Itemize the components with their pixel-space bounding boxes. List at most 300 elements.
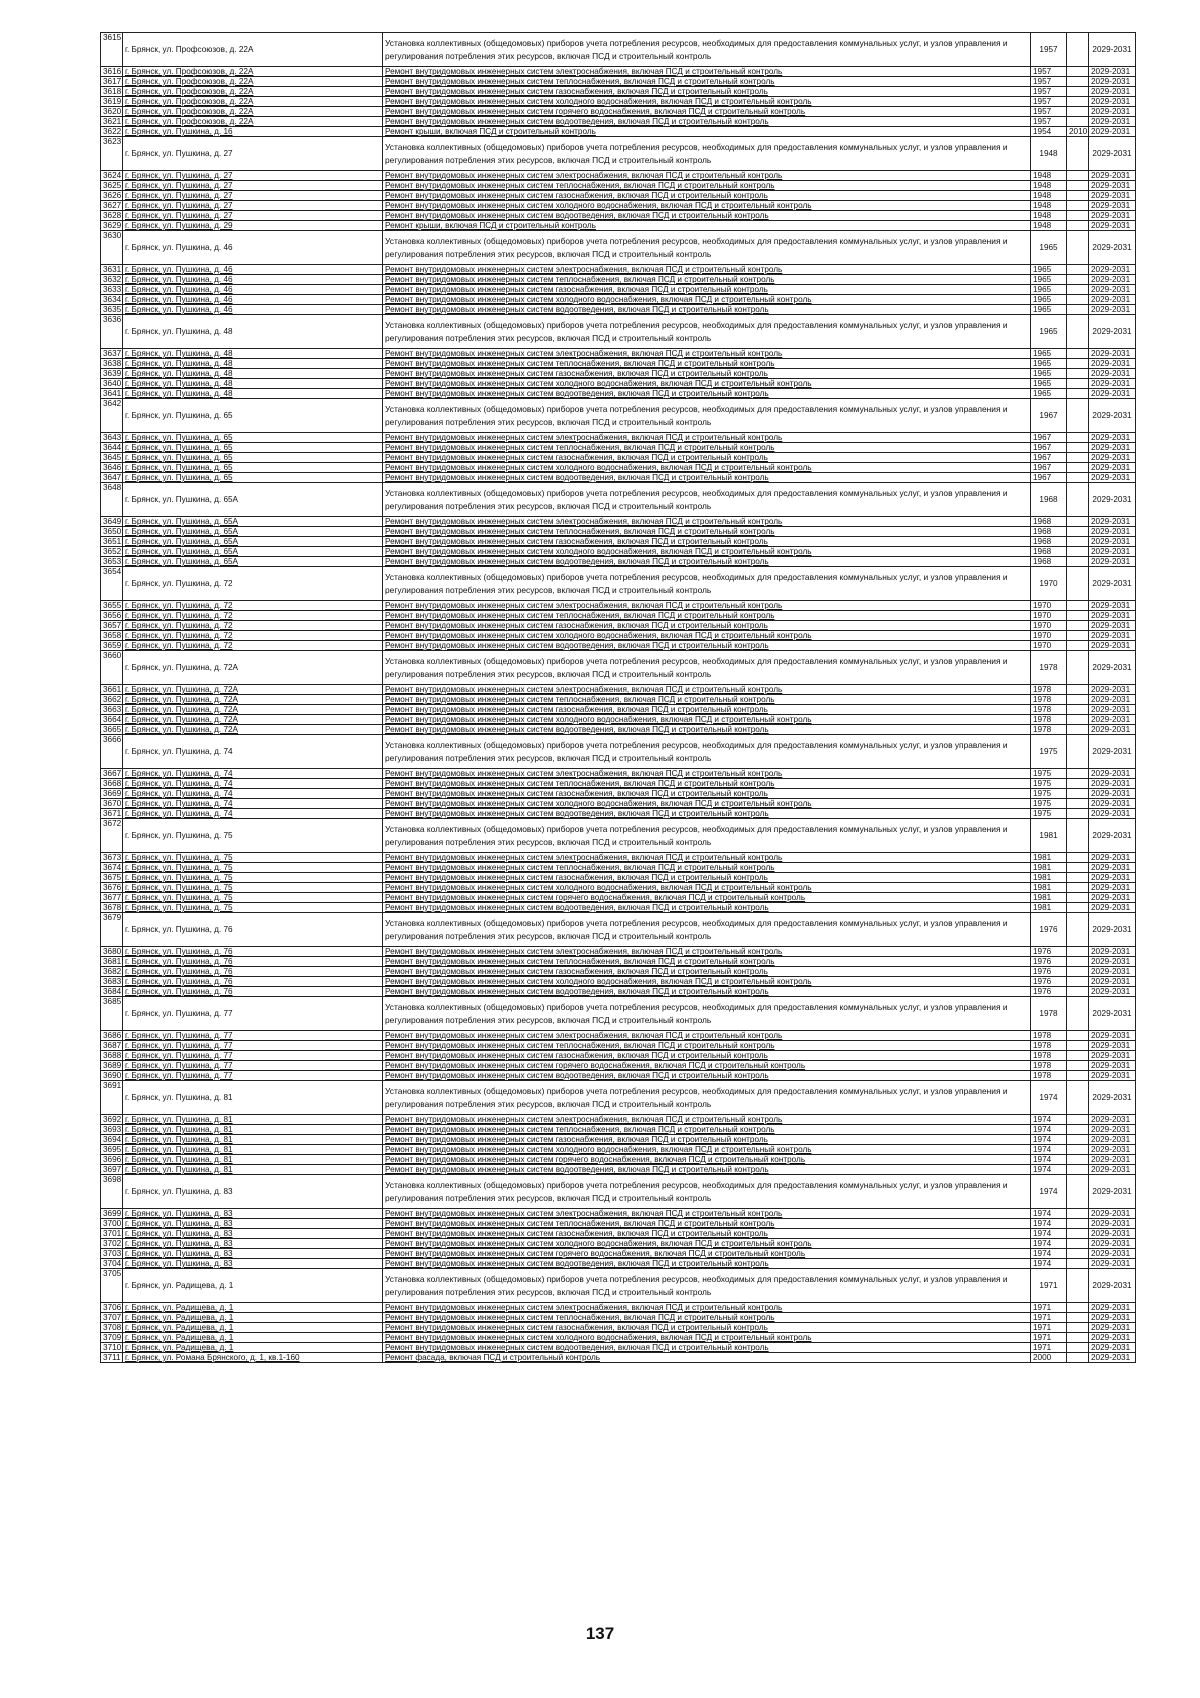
- page-number: 137: [585, 1624, 615, 1643]
- year-built-cell: 1978: [1031, 725, 1067, 735]
- repair-year-cell: [1067, 957, 1089, 967]
- planned-period-cell: 2029-2031: [1089, 369, 1136, 379]
- planned-period-cell: 2029-2031: [1089, 171, 1136, 181]
- work-description-cell: Ремонт внутридомовых инженерных систем водоотведения, включая ПСД и строительный контроль: [383, 305, 1031, 315]
- table-row: [101, 715, 1136, 725]
- repair-year-cell: [1067, 1259, 1089, 1269]
- repair-year-cell: [1067, 275, 1089, 285]
- row-number-cell: 3634: [101, 295, 123, 305]
- address-cell: г. Брянск, ул. Пушкина, д. 83: [123, 1239, 383, 1249]
- year-built-cell: 1978: [1031, 1071, 1067, 1081]
- row-number-cell: 3637: [101, 349, 123, 359]
- planned-period-cell: 2029-2031: [1089, 473, 1136, 483]
- year-built-cell: 1967: [1031, 473, 1067, 483]
- repair-year-cell: 2010: [1067, 127, 1089, 137]
- repair-year-cell: [1067, 181, 1089, 191]
- row-number-cell: 3661: [101, 685, 123, 695]
- year-built-cell: 1974: [1031, 1145, 1067, 1155]
- repair-year-cell: [1067, 221, 1089, 231]
- planned-period-cell: 2029-2031: [1089, 453, 1136, 463]
- planned-period-cell: 2029-2031: [1089, 265, 1136, 275]
- repair-year-cell: [1067, 1343, 1089, 1353]
- repair-year-cell: [1067, 1333, 1089, 1343]
- table-row: [101, 1175, 1136, 1209]
- planned-period-cell: 2029-2031: [1089, 1135, 1136, 1145]
- work-description-cell: Ремонт внутридомовых инженерных систем газоснабжения, включая ПСД и строительный контроль: [383, 1135, 1031, 1145]
- address-cell: г. Брянск, ул. Пушкина, д. 48: [123, 315, 383, 349]
- year-built-cell: 1978: [1031, 695, 1067, 705]
- address-cell: г. Брянск, ул. Пушкина, д. 75: [123, 873, 383, 883]
- table-row: [101, 621, 1136, 631]
- year-built-cell: 1976: [1031, 977, 1067, 987]
- work-description-cell: Установка коллективных (общедомовых) приборов учета потребления ресурсов, необходимых для предоставления коммунальных услуг, и узлов управления и регулирования потребления этих ресурсов, включая ПСД и строительный контроль: [383, 1269, 1031, 1303]
- repair-year-cell: [1067, 443, 1089, 453]
- table-row: [101, 1081, 1136, 1115]
- work-description-cell: Установка коллективных (общедомовых) приборов учета потребления ресурсов, необходимых для предоставления коммунальных услуг, и узлов управления и регулирования потребления этих ресурсов, включая ПСД и строительный контроль: [383, 137, 1031, 171]
- work-description-cell: Ремонт крыши, включая ПСД и строительный контроль: [383, 127, 1031, 137]
- address-cell: г. Брянск, ул. Пушкина, д. 72: [123, 567, 383, 601]
- address-cell: г. Брянск, ул. Пушкина, д. 81: [123, 1145, 383, 1155]
- row-number-cell: 3642: [101, 399, 123, 433]
- address-cell: г. Брянск, ул. Пушкина, д. 75: [123, 893, 383, 903]
- address-cell: г. Брянск, ул. Пушкина, д. 75: [123, 863, 383, 873]
- table-row: [101, 181, 1136, 191]
- year-built-cell: 1976: [1031, 967, 1067, 977]
- row-number-cell: 3618: [101, 87, 123, 97]
- work-description-cell: Ремонт внутридомовых инженерных систем теплоснабжения, включая ПСД и строительный контроль: [383, 1313, 1031, 1323]
- planned-period-cell: 2029-2031: [1089, 611, 1136, 621]
- planned-period-cell: 2029-2031: [1089, 913, 1136, 947]
- work-description-cell: Ремонт внутридомовых инженерных систем водоотведения, включая ПСД и строительный контроль: [383, 725, 1031, 735]
- planned-period-cell: 2029-2031: [1089, 819, 1136, 853]
- address-cell: г. Брянск, ул. Пушкина, д. 65: [123, 463, 383, 473]
- address-cell: г. Брянск, ул. Пушкина, д. 77: [123, 1071, 383, 1081]
- planned-period-cell: 2029-2031: [1089, 883, 1136, 893]
- address-cell: г. Брянск, ул. Пушкина, д. 72: [123, 601, 383, 611]
- row-number-cell: 3653: [101, 557, 123, 567]
- year-built-cell: 1974: [1031, 1165, 1067, 1175]
- row-number-cell: 3615: [101, 33, 123, 67]
- planned-period-cell: 2029-2031: [1089, 1115, 1136, 1125]
- row-number-cell: 3673: [101, 853, 123, 863]
- planned-period-cell: 2029-2031: [1089, 1165, 1136, 1175]
- year-built-cell: 1967: [1031, 433, 1067, 443]
- year-built-cell: 1981: [1031, 883, 1067, 893]
- year-built-cell: 1974: [1031, 1125, 1067, 1135]
- address-cell: г. Брянск, ул. Пушкина, д. 74: [123, 735, 383, 769]
- address-cell: г. Брянск, ул. Пушкина, д. 83: [123, 1209, 383, 1219]
- work-description-cell: Ремонт внутридомовых инженерных систем газоснабжения, включая ПСД и строительный контроль: [383, 967, 1031, 977]
- year-built-cell: 1968: [1031, 557, 1067, 567]
- year-built-cell: 1965: [1031, 295, 1067, 305]
- repair-year-cell: [1067, 201, 1089, 211]
- planned-period-cell: 2029-2031: [1089, 987, 1136, 997]
- table-row: [101, 127, 1136, 137]
- table-row: [101, 651, 1136, 685]
- planned-period-cell: 2029-2031: [1089, 853, 1136, 863]
- work-description-cell: Ремонт внутридомовых инженерных систем электроснабжения, включая ПСД и строительный контроль: [383, 1115, 1031, 1125]
- year-built-cell: 1957: [1031, 77, 1067, 87]
- planned-period-cell: 2029-2031: [1089, 705, 1136, 715]
- table-row: [101, 117, 1136, 127]
- table-row: [101, 641, 1136, 651]
- address-cell: г. Брянск, ул. Романа Брянского, д. 1, кв.1-160: [123, 1353, 383, 1363]
- planned-period-cell: 2029-2031: [1089, 957, 1136, 967]
- row-number-cell: 3648: [101, 483, 123, 517]
- address-cell: г. Брянск, ул. Профсоюзов, д. 22А: [123, 117, 383, 127]
- row-number-cell: 3629: [101, 221, 123, 231]
- address-cell: г. Брянск, ул. Пушкина, д. 65: [123, 443, 383, 453]
- year-built-cell: 1967: [1031, 453, 1067, 463]
- planned-period-cell: 2029-2031: [1089, 127, 1136, 137]
- work-description-cell: Ремонт внутридомовых инженерных систем электроснабжения, включая ПСД и строительный контроль: [383, 601, 1031, 611]
- table-row: [101, 1135, 1136, 1145]
- year-built-cell: 1968: [1031, 527, 1067, 537]
- year-built-cell: 1965: [1031, 231, 1067, 265]
- repair-year-cell: [1067, 789, 1089, 799]
- planned-period-cell: 2029-2031: [1089, 1071, 1136, 1081]
- planned-period-cell: 2029-2031: [1089, 967, 1136, 977]
- planned-period-cell: 2029-2031: [1089, 1051, 1136, 1061]
- work-description-cell: Ремонт внутридомовых инженерных систем газоснабжения, включая ПСД и строительный контроль: [383, 1229, 1031, 1239]
- row-number-cell: 3711: [101, 1353, 123, 1363]
- year-built-cell: 1974: [1031, 1259, 1067, 1269]
- address-cell: г. Брянск, ул. Пушкина, д. 27: [123, 191, 383, 201]
- row-number-cell: 3626: [101, 191, 123, 201]
- row-number-cell: 3686: [101, 1031, 123, 1041]
- year-built-cell: 1965: [1031, 389, 1067, 399]
- year-built-cell: 1957: [1031, 107, 1067, 117]
- row-number-cell: 3652: [101, 547, 123, 557]
- address-cell: г. Брянск, ул. Пушкина, д. 75: [123, 883, 383, 893]
- table-row: [101, 349, 1136, 359]
- repair-year-cell: [1067, 305, 1089, 315]
- year-built-cell: 1974: [1031, 1249, 1067, 1259]
- work-description-cell: Ремонт внутридомовых инженерных систем горячего водоснабжения, включая ПСД и строительный контроль: [383, 107, 1031, 117]
- year-built-cell: 1974: [1031, 1115, 1067, 1125]
- address-cell: г. Брянск, ул. Пушкина, д. 48: [123, 349, 383, 359]
- work-description-cell: Ремонт внутридомовых инженерных систем холодного водоснабжения, включая ПСД и строительный контроль: [383, 883, 1031, 893]
- repair-year-cell: [1067, 399, 1089, 433]
- work-description-cell: Установка коллективных (общедомовых) приборов учета потребления ресурсов, необходимых для предоставления коммунальных услуг, и узлов управления и регулирования потребления этих ресурсов, включая ПСД и строительный контроль: [383, 231, 1031, 265]
- work-description-cell: Ремонт внутридомовых инженерных систем горячего водоснабжения, включая ПСД и строительный контроль: [383, 893, 1031, 903]
- table-row: [101, 1219, 1136, 1229]
- table-row: [101, 893, 1136, 903]
- repair-year-cell: [1067, 537, 1089, 547]
- repair-year-cell: [1067, 1031, 1089, 1041]
- table-row: [101, 137, 1136, 171]
- planned-period-cell: 2029-2031: [1089, 537, 1136, 547]
- year-built-cell: 1948: [1031, 191, 1067, 201]
- table-row: [101, 947, 1136, 957]
- year-built-cell: 1965: [1031, 379, 1067, 389]
- repair-year-cell: [1067, 473, 1089, 483]
- year-built-cell: 1957: [1031, 97, 1067, 107]
- planned-period-cell: 2029-2031: [1089, 1303, 1136, 1313]
- work-description-cell: Ремонт внутридомовых инженерных систем теплоснабжения, включая ПСД и строительный контроль: [383, 359, 1031, 369]
- work-description-cell: Ремонт крыши, включая ПСД и строительный контроль: [383, 221, 1031, 231]
- repair-year-cell: [1067, 567, 1089, 601]
- address-cell: г. Брянск, ул. Радищева, д. 1: [123, 1303, 383, 1313]
- table-row: [101, 231, 1136, 265]
- repair-year-cell: [1067, 769, 1089, 779]
- table-row: [101, 295, 1136, 305]
- work-description-cell: Ремонт внутридомовых инженерных систем холодного водоснабжения, включая ПСД и строительный контроль: [383, 379, 1031, 389]
- repair-year-cell: [1067, 705, 1089, 715]
- work-description-cell: Ремонт внутридомовых инженерных систем теплоснабжения, включая ПСД и строительный контроль: [383, 77, 1031, 87]
- repair-year-cell: [1067, 1249, 1089, 1259]
- table-row: [101, 809, 1136, 819]
- work-description-cell: Ремонт внутридомовых инженерных систем теплоснабжения, включая ПСД и строительный контроль: [383, 863, 1031, 873]
- table-row: [101, 1061, 1136, 1071]
- repair-year-cell: [1067, 611, 1089, 621]
- year-built-cell: 1957: [1031, 87, 1067, 97]
- address-cell: г. Брянск, ул. Пушкина, д. 81: [123, 1135, 383, 1145]
- row-number-cell: 3631: [101, 265, 123, 275]
- address-cell: г. Брянск, ул. Пушкина, д. 29: [123, 221, 383, 231]
- year-built-cell: 1965: [1031, 369, 1067, 379]
- table-row: [101, 453, 1136, 463]
- year-built-cell: 1971: [1031, 1343, 1067, 1353]
- address-cell: г. Брянск, ул. Радищева, д. 1: [123, 1269, 383, 1303]
- row-number-cell: 3709: [101, 1333, 123, 1343]
- address-cell: г. Брянск, ул. Пушкина, д. 65А: [123, 483, 383, 517]
- address-cell: г. Брянск, ул. Пушкина, д. 81: [123, 1165, 383, 1175]
- year-built-cell: 1975: [1031, 799, 1067, 809]
- planned-period-cell: 2029-2031: [1089, 1125, 1136, 1135]
- row-number-cell: 3697: [101, 1165, 123, 1175]
- table-row: [101, 171, 1136, 181]
- year-built-cell: 1965: [1031, 275, 1067, 285]
- table-row: [101, 1115, 1136, 1125]
- year-built-cell: 1971: [1031, 1333, 1067, 1343]
- address-cell: г. Брянск, ул. Пушкина, д. 72: [123, 611, 383, 621]
- work-description-cell: Ремонт внутридомовых инженерных систем водоотведения, включая ПСД и строительный контроль: [383, 557, 1031, 567]
- year-built-cell: 1978: [1031, 651, 1067, 685]
- year-built-cell: 1954: [1031, 127, 1067, 137]
- work-description-cell: Ремонт внутридомовых инженерных систем электроснабжения, включая ПСД и строительный контроль: [383, 265, 1031, 275]
- year-built-cell: 1971: [1031, 1269, 1067, 1303]
- row-number-cell: 3698: [101, 1175, 123, 1209]
- planned-period-cell: 2029-2031: [1089, 1031, 1136, 1041]
- table-row: [101, 211, 1136, 221]
- year-built-cell: 1974: [1031, 1135, 1067, 1145]
- work-description-cell: Ремонт внутридомовых инженерных систем горячего водоснабжения, включая ПСД и строительный контроль: [383, 1155, 1031, 1165]
- year-built-cell: 1970: [1031, 611, 1067, 621]
- planned-period-cell: 2029-2031: [1089, 443, 1136, 453]
- address-cell: г. Брянск, ул. Пушкина, д. 75: [123, 819, 383, 853]
- row-number-cell: 3675: [101, 873, 123, 883]
- year-built-cell: 1974: [1031, 1219, 1067, 1229]
- row-number-cell: 3617: [101, 77, 123, 87]
- address-cell: г. Брянск, ул. Профсоюзов, д. 22А: [123, 107, 383, 117]
- year-built-cell: 1971: [1031, 1323, 1067, 1333]
- row-number-cell: 3651: [101, 537, 123, 547]
- repair-year-cell: [1067, 651, 1089, 685]
- address-cell: г. Брянск, ул. Радищева, д. 1: [123, 1343, 383, 1353]
- address-cell: г. Брянск, ул. Пушкина, д. 83: [123, 1219, 383, 1229]
- address-cell: г. Брянск, ул. Пушкина, д. 77: [123, 997, 383, 1031]
- address-cell: г. Брянск, ул. Пушкина, д. 76: [123, 913, 383, 947]
- row-number-cell: 3703: [101, 1249, 123, 1259]
- work-description-cell: Ремонт внутридомовых инженерных систем водоотведения, включая ПСД и строительный контроль: [383, 211, 1031, 221]
- planned-period-cell: 2029-2031: [1089, 621, 1136, 631]
- repair-year-cell: [1067, 295, 1089, 305]
- planned-period-cell: 2029-2031: [1089, 463, 1136, 473]
- row-number-cell: 3640: [101, 379, 123, 389]
- row-number-cell: 3672: [101, 819, 123, 853]
- address-cell: г. Брянск, ул. Пушкина, д. 77: [123, 1051, 383, 1061]
- planned-period-cell: 2029-2031: [1089, 715, 1136, 725]
- work-description-cell: Ремонт внутридомовых инженерных систем газоснабжения, включая ПСД и строительный контроль: [383, 453, 1031, 463]
- year-built-cell: 1976: [1031, 947, 1067, 957]
- work-description-cell: Ремонт внутридомовых инженерных систем теплоснабжения, включая ПСД и строительный контроль: [383, 695, 1031, 705]
- row-number-cell: 3695: [101, 1145, 123, 1155]
- repair-year-cell: [1067, 1219, 1089, 1229]
- address-cell: г. Брянск, ул. Пушкина, д. 76: [123, 977, 383, 987]
- planned-period-cell: 2029-2031: [1089, 1313, 1136, 1323]
- year-built-cell: 1981: [1031, 863, 1067, 873]
- address-cell: г. Брянск, ул. Пушкина, д. 76: [123, 967, 383, 977]
- row-number-cell: 3619: [101, 97, 123, 107]
- address-cell: г. Брянск, ул. Пушкина, д. 83: [123, 1259, 383, 1269]
- repair-year-cell: [1067, 601, 1089, 611]
- table-row: [101, 853, 1136, 863]
- year-built-cell: 1976: [1031, 913, 1067, 947]
- repair-year-cell: [1067, 557, 1089, 567]
- address-cell: г. Брянск, ул. Пушкина, д. 81: [123, 1115, 383, 1125]
- year-built-cell: 1974: [1031, 1239, 1067, 1249]
- row-number-cell: 3620: [101, 107, 123, 117]
- row-number-cell: 3623: [101, 137, 123, 171]
- address-cell: г. Брянск, ул. Пушкина, д. 83: [123, 1229, 383, 1239]
- repair-year-cell: [1067, 211, 1089, 221]
- planned-period-cell: 2029-2031: [1089, 67, 1136, 77]
- row-number-cell: 3691: [101, 1081, 123, 1115]
- work-description-cell: Ремонт внутридомовых инженерных систем газоснабжения, включая ПСД и строительный контроль: [383, 285, 1031, 295]
- planned-period-cell: 2029-2031: [1089, 651, 1136, 685]
- year-built-cell: 1957: [1031, 67, 1067, 77]
- table-row: [101, 725, 1136, 735]
- table-row: [101, 1145, 1136, 1155]
- planned-period-cell: 2029-2031: [1089, 903, 1136, 913]
- repair-year-cell: [1067, 171, 1089, 181]
- year-built-cell: 1970: [1031, 621, 1067, 631]
- table-row: [101, 483, 1136, 517]
- table-row: [101, 1333, 1136, 1343]
- planned-period-cell: 2029-2031: [1089, 809, 1136, 819]
- row-number-cell: 3679: [101, 913, 123, 947]
- year-built-cell: 1981: [1031, 903, 1067, 913]
- repair-year-cell: [1067, 137, 1089, 171]
- address-cell: г. Брянск, ул. Пушкина, д. 72А: [123, 651, 383, 685]
- work-description-cell: Ремонт внутридомовых инженерных систем холодного водоснабжения, включая ПСД и строительный контроль: [383, 977, 1031, 987]
- row-number-cell: 3689: [101, 1061, 123, 1071]
- table-row: [101, 537, 1136, 547]
- repair-year-cell: [1067, 873, 1089, 883]
- year-built-cell: 1975: [1031, 789, 1067, 799]
- year-built-cell: 1975: [1031, 779, 1067, 789]
- address-cell: г. Брянск, ул. Пушкина, д. 65А: [123, 517, 383, 527]
- work-description-cell: Ремонт внутридомовых инженерных систем теплоснабжения, включая ПСД и строительный контроль: [383, 275, 1031, 285]
- year-built-cell: 1968: [1031, 483, 1067, 517]
- planned-period-cell: 2029-2031: [1089, 601, 1136, 611]
- work-description-cell: Ремонт внутридомовых инженерных систем теплоснабжения, включая ПСД и строительный контроль: [383, 443, 1031, 453]
- work-description-cell: Ремонт внутридомовых инженерных систем газоснабжения, включая ПСД и строительный контроль: [383, 1323, 1031, 1333]
- row-number-cell: 3693: [101, 1125, 123, 1135]
- work-description-cell: Ремонт внутридомовых инженерных систем электроснабжения, включая ПСД и строительный контроль: [383, 1031, 1031, 1041]
- table-row: [101, 399, 1136, 433]
- address-cell: г. Брянск, ул. Пушкина, д. 75: [123, 903, 383, 913]
- address-cell: г. Брянск, ул. Пушкина, д. 27: [123, 137, 383, 171]
- table-row: [101, 1269, 1136, 1303]
- repair-year-cell: [1067, 1155, 1089, 1165]
- row-number-cell: 3707: [101, 1313, 123, 1323]
- row-number-cell: 3685: [101, 997, 123, 1031]
- planned-period-cell: 2029-2031: [1089, 1333, 1136, 1343]
- year-built-cell: 1978: [1031, 705, 1067, 715]
- address-cell: г. Брянск, ул. Профсоюзов, д. 22А: [123, 97, 383, 107]
- planned-period-cell: 2029-2031: [1089, 33, 1136, 67]
- table-row: [101, 77, 1136, 87]
- planned-period-cell: 2029-2031: [1089, 1249, 1136, 1259]
- address-cell: г. Брянск, ул. Пушкина, д. 74: [123, 799, 383, 809]
- row-number-cell: 3657: [101, 621, 123, 631]
- work-description-cell: Ремонт внутридомовых инженерных систем водоотведения, включая ПСД и строительный контроль: [383, 1343, 1031, 1353]
- year-built-cell: 1965: [1031, 315, 1067, 349]
- year-built-cell: 1975: [1031, 809, 1067, 819]
- repair-year-cell: [1067, 77, 1089, 87]
- address-cell: г. Брянск, ул. Пушкина, д. 65А: [123, 527, 383, 537]
- row-number-cell: 3665: [101, 725, 123, 735]
- repair-year-cell: [1067, 799, 1089, 809]
- repair-year-cell: [1067, 1269, 1089, 1303]
- year-built-cell: 1965: [1031, 285, 1067, 295]
- repair-year-cell: [1067, 527, 1089, 537]
- works-table: [100, 32, 1136, 1363]
- work-description-cell: Ремонт внутридомовых инженерных систем водоотведения, включая ПСД и строительный контроль: [383, 1071, 1031, 1081]
- table-row: [101, 379, 1136, 389]
- row-number-cell: 3678: [101, 903, 123, 913]
- repair-year-cell: [1067, 517, 1089, 527]
- table-row: [101, 275, 1136, 285]
- row-number-cell: 3683: [101, 977, 123, 987]
- row-number-cell: 3699: [101, 1209, 123, 1219]
- repair-year-cell: [1067, 547, 1089, 557]
- row-number-cell: 3616: [101, 67, 123, 77]
- table-row: [101, 567, 1136, 601]
- row-number-cell: 3666: [101, 735, 123, 769]
- address-cell: г. Брянск, ул. Пушкина, д. 74: [123, 809, 383, 819]
- work-description-cell: Установка коллективных (общедомовых) приборов учета потребления ресурсов, необходимых для предоставления коммунальных услуг, и узлов управления и регулирования потребления этих ресурсов, включая ПСД и строительный контроль: [383, 819, 1031, 853]
- repair-year-cell: [1067, 631, 1089, 641]
- planned-period-cell: 2029-2031: [1089, 211, 1136, 221]
- repair-year-cell: [1067, 735, 1089, 769]
- table-row: [101, 557, 1136, 567]
- year-built-cell: 1957: [1031, 33, 1067, 67]
- row-number-cell: 3641: [101, 389, 123, 399]
- work-description-cell: Ремонт внутридомовых инженерных систем холодного водоснабжения, включая ПСД и строительный контроль: [383, 1145, 1031, 1155]
- table-row: [101, 977, 1136, 987]
- work-description-cell: Ремонт внутридомовых инженерных систем водоотведения, включая ПСД и строительный контроль: [383, 389, 1031, 399]
- work-description-cell: Ремонт внутридомовых инженерных систем теплоснабжения, включая ПСД и строительный контроль: [383, 1041, 1031, 1051]
- repair-year-cell: [1067, 87, 1089, 97]
- repair-year-cell: [1067, 715, 1089, 725]
- address-cell: г. Брянск, ул. Пушкина, д. 46: [123, 231, 383, 265]
- table-row: [101, 285, 1136, 295]
- row-number-cell: 3659: [101, 641, 123, 651]
- address-cell: г. Брянск, ул. Пушкина, д. 75: [123, 853, 383, 863]
